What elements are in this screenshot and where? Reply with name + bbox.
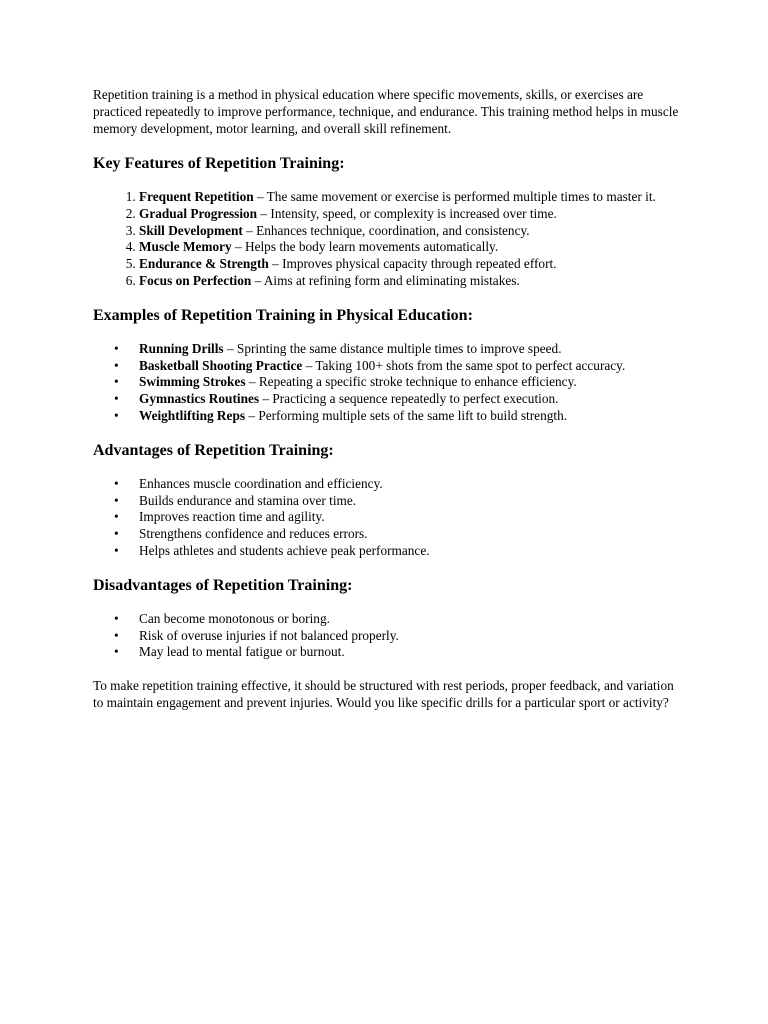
example-text: – Sprinting the same distance multiple times to improve speed. bbox=[223, 340, 562, 356]
feature-text: – Helps the body learn movements automatically. bbox=[231, 239, 499, 255]
list-item bbox=[139, 239, 683, 256]
example-term: Gymnastics Routines bbox=[139, 391, 260, 407]
list-item bbox=[114, 340, 683, 358]
list-item bbox=[114, 357, 683, 375]
examples-list bbox=[93, 341, 683, 425]
bullet-icon: • bbox=[114, 475, 119, 491]
feature-text: – Enhances technique, coordination, and consistency. bbox=[242, 222, 530, 238]
disadvantage-text: May lead to mental fatigue or burnout. bbox=[139, 644, 345, 660]
list-item bbox=[114, 644, 683, 661]
intro-paragraph: Repetition training is a method in physical education where specific movements, skills, or exercises are practiced repeatedly to improve performance, technique, and endurance. This training method helps in muscle memory development, motor learning, and overall skill refinement. bbox=[93, 87, 679, 136]
list-item bbox=[114, 374, 683, 391]
list-item bbox=[139, 256, 683, 273]
feature-term: Muscle Memory bbox=[139, 239, 232, 255]
features-heading: Key Features of Repetition Training: bbox=[93, 155, 345, 172]
list-item bbox=[114, 407, 683, 425]
advantage-text: Builds endurance and stamina over time. bbox=[139, 492, 357, 508]
example-text: – Taking 100+ shots from the same spot to perfect accuracy. bbox=[302, 357, 626, 373]
list-item bbox=[139, 273, 683, 290]
disadvantages-heading: Disadvantages of Repetition Training: bbox=[93, 576, 353, 594]
bullet-icon: • bbox=[114, 509, 119, 525]
disadvantages-list bbox=[93, 611, 683, 661]
bullet-icon: • bbox=[114, 492, 119, 508]
bullet-icon: • bbox=[114, 526, 119, 542]
advantages-heading: Advantages of Repetition Training: bbox=[93, 441, 334, 459]
feature-term: Gradual Progression bbox=[139, 205, 258, 221]
bullet-icon: • bbox=[114, 357, 119, 373]
list-item bbox=[114, 610, 683, 628]
bullet-icon: • bbox=[114, 391, 119, 407]
bullet-icon: • bbox=[114, 610, 119, 626]
example-text: – Repeating a specific stroke technique to enhance efficiency. bbox=[245, 374, 577, 390]
bullet-icon: • bbox=[114, 407, 119, 423]
list-item bbox=[114, 492, 683, 510]
feature-term: Skill Development bbox=[139, 222, 243, 238]
list-item bbox=[139, 189, 683, 206]
feature-term: Frequent Repetition bbox=[139, 189, 254, 204]
bullet-icon: • bbox=[114, 542, 119, 558]
advantage-text: Enhances muscle coordination and efficiency. bbox=[139, 475, 383, 491]
list-item bbox=[114, 542, 683, 560]
feature-term: Endurance & Strength bbox=[139, 256, 269, 272]
example-text: – Practicing a sequence repeatedly to perfect execution. bbox=[259, 391, 559, 407]
example-term: Running Drills bbox=[139, 340, 224, 356]
list-item bbox=[114, 509, 683, 526]
example-term: Basketball Shooting Practice bbox=[139, 357, 303, 373]
advantage-text: Improves reaction time and agility. bbox=[139, 509, 325, 525]
examples-heading: Examples of Repetition Training in Physical Education: bbox=[93, 306, 473, 324]
feature-text: – Aims at refining form and eliminating mistakes. bbox=[251, 272, 520, 288]
disadvantage-text: Risk of overuse injuries if not balanced properly. bbox=[139, 627, 399, 643]
example-text: – Performing multiple sets of the same lift to build strength. bbox=[245, 407, 568, 423]
bullet-icon: • bbox=[114, 627, 119, 643]
bullet-icon: • bbox=[114, 644, 119, 660]
list-item bbox=[114, 475, 683, 493]
list-item bbox=[114, 526, 683, 543]
feature-text: – The same movement or exercise is performed multiple times to master it. bbox=[253, 189, 656, 204]
document-page bbox=[93, 86, 683, 711]
advantages-list bbox=[93, 476, 683, 560]
example-term: Weightlifting Reps bbox=[139, 407, 246, 423]
bullet-icon: • bbox=[114, 374, 119, 390]
bullet-icon: • bbox=[114, 340, 119, 356]
list-item bbox=[114, 627, 683, 645]
closing-paragraph: To make repetition training effective, it should be structured with rest periods, proper feedback, and variation to maintain engagement and prevent injuries. Would you like specific drills for a particular sport or activity? bbox=[93, 678, 674, 711]
advantage-text: Helps athletes and students achieve peak performance. bbox=[139, 542, 430, 558]
features-list bbox=[93, 189, 683, 290]
disadvantage-text: Can become monotonous or boring. bbox=[139, 610, 330, 626]
list-item bbox=[139, 223, 683, 240]
advantage-text: Strengthens confidence and reduces errors. bbox=[139, 526, 368, 542]
feature-text: – Improves physical capacity through repeated effort. bbox=[268, 256, 557, 272]
feature-term: Focus on Perfection bbox=[139, 272, 252, 288]
list-item bbox=[139, 206, 683, 223]
feature-text: – Intensity, speed, or complexity is increased over time. bbox=[257, 205, 557, 221]
example-term: Swimming Strokes bbox=[139, 374, 246, 390]
list-item bbox=[114, 391, 683, 408]
